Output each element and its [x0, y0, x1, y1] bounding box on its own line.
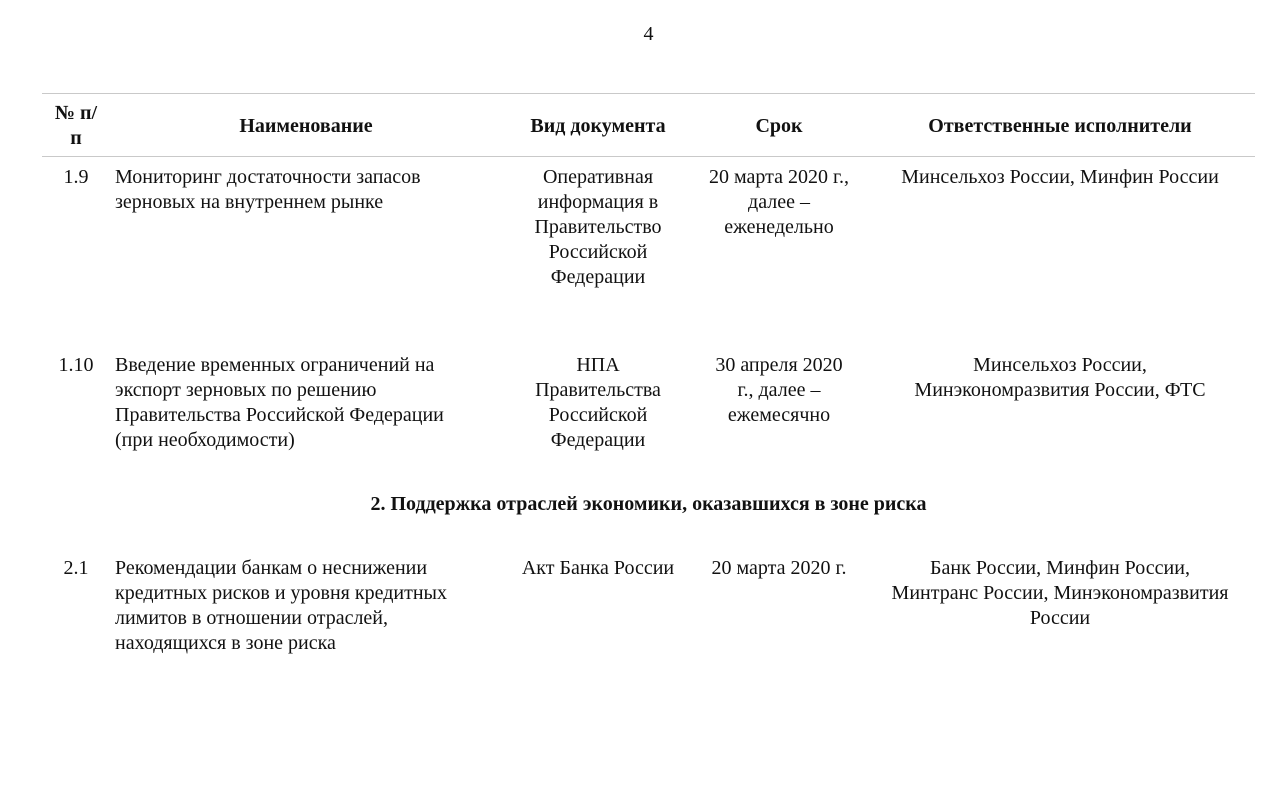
table-header-doc-type: Вид документа: [530, 115, 666, 137]
row-doc-type: Оперативная информация в Правительство Российской Федерации: [534, 166, 662, 288]
row-doc-type: Акт Банка России: [521, 557, 675, 579]
row-responsible: Минсельхоз России, Минэкономразвития России, ФТС: [914, 354, 1206, 401]
row-num: 1.9: [63, 166, 89, 188]
row-term: 20 марта 2020 г.: [711, 557, 847, 579]
row-name: Рекомендации банкам о неснижении кредитных рисков и уровня кредитных лимитов в отношении отраслей, находящихся в зоне риска: [115, 557, 447, 654]
page-number: 4: [643, 23, 654, 45]
row-name: Введение временных ограничений на экспорт зерновых по решению Правительства Российской Федерации (при необходимости): [115, 354, 444, 451]
row-term: 20 марта 2020 г., далее – еженедельно: [709, 166, 849, 238]
table-header-name: Наименование: [239, 115, 373, 137]
row-doc-type: НПА Правительства Российской Федерации: [535, 354, 661, 451]
table-header-bottom-rule: [42, 156, 1255, 157]
row-term: 30 апреля 2020 г., далее – ежемесячно: [715, 354, 843, 426]
section-title: 2. Поддержка отраслей экономики, оказавшихся в зоне риска: [370, 493, 927, 515]
row-num: 1.10: [58, 354, 94, 376]
row-responsible: Банк России, Минфин России, Минтранс России, Минэкономразвития России: [891, 557, 1229, 629]
table-header-term: Срок: [755, 115, 803, 137]
table-header-responsible: Ответственные исполнители: [928, 115, 1192, 137]
row-responsible: Минсельхоз России, Минфин России: [901, 166, 1219, 188]
row-num: 2.1: [63, 557, 89, 579]
row-name: Мониторинг достаточности запасов зерновых на внутреннем рынке: [115, 166, 421, 213]
table-header-top-rule: [42, 93, 1255, 94]
table-header-num: № п/ п: [54, 102, 98, 149]
